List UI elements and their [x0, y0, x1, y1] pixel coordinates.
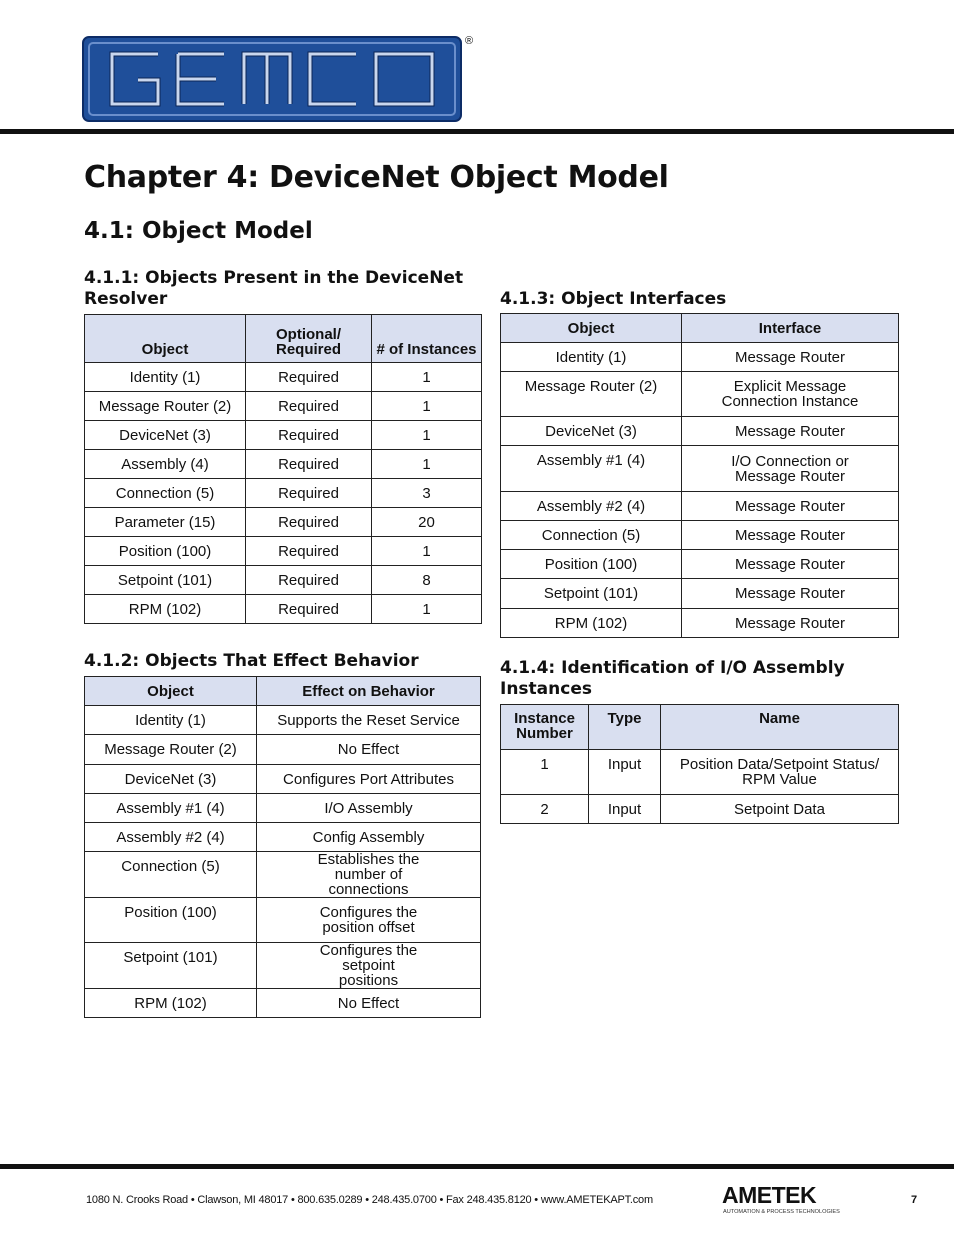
table-cell: Required: [246, 392, 372, 421]
table-cell: 1: [372, 450, 482, 479]
table-cell: Required: [246, 421, 372, 450]
table-cell: Explicit Message Connection Instance: [682, 372, 899, 417]
footer-rule: [0, 1164, 954, 1169]
table-row: [85, 537, 482, 566]
table-cell: 2: [501, 795, 589, 824]
table-row: [85, 852, 481, 898]
table-cell: RPM (102): [85, 989, 257, 1018]
table-row: [85, 595, 482, 624]
objects-present-heading: 4.1.1: Objects Present in the DeviceNet Resolver: [84, 268, 464, 309]
table-cell: Required: [246, 450, 372, 479]
table-cell: Required: [246, 363, 372, 392]
table-cell: Connection (5): [85, 479, 246, 508]
table-cell: Message Router: [682, 550, 899, 579]
table-header: Instance Number: [501, 705, 589, 750]
objects-present-table: [84, 314, 482, 624]
table-row: [85, 989, 481, 1018]
io-assembly-heading: 4.1.4: Identification of I/O Assembly Instances: [500, 658, 845, 699]
table-cell: Message Router: [682, 579, 899, 609]
table-row: [501, 343, 899, 372]
table-cell: Message Router (2): [85, 735, 257, 765]
table-cell: RPM (102): [85, 595, 246, 624]
table-cell: Message Router: [682, 492, 899, 521]
table-cell: Required: [246, 566, 372, 595]
table-row: [501, 417, 899, 446]
table-cell: DeviceNet (3): [85, 421, 246, 450]
table-cell: Message Router: [682, 343, 899, 372]
table-header: Optional/ Required: [246, 315, 372, 363]
ametek-tagline: AUTOMATION & PROCESS TECHNOLOGIES: [723, 1209, 840, 1215]
table-row: [501, 492, 899, 521]
table-row: [85, 794, 481, 823]
table-cell: Configures Port Attributes: [257, 765, 481, 794]
table-header: Object: [85, 315, 246, 363]
table-cell: Identity (1): [501, 343, 682, 372]
table-cell: Connection (5): [85, 852, 257, 898]
table-cell: 1: [501, 750, 589, 795]
table-cell: Assembly #2 (4): [85, 823, 257, 852]
object-interfaces-table: [500, 313, 899, 638]
table-row: [85, 508, 482, 537]
table-cell: Required: [246, 595, 372, 624]
ametek-logo: [720, 1181, 868, 1215]
table-cell: 1: [372, 392, 482, 421]
footer-address: 1080 N. Crooks Road • Clawson, MI 48017 • 800.635.0289 • 248.435.0700 • Fax 248.435.8120 • www.AMETEKAPT.com: [86, 1194, 653, 1206]
table-header: Object: [501, 314, 682, 343]
table-row: [85, 392, 482, 421]
header-rule: [0, 129, 954, 134]
table-row: [85, 765, 481, 794]
ametek-wordmark: AMETEK: [722, 1182, 817, 1208]
table-header: Name: [661, 705, 899, 750]
table-cell: I/O Assembly: [257, 794, 481, 823]
table-row: [501, 750, 899, 795]
table-cell: Setpoint (101): [85, 566, 246, 595]
table-cell: 1: [372, 421, 482, 450]
registered-mark: ®: [465, 35, 474, 47]
objects-behavior-table: [84, 676, 481, 1018]
table-cell: Message Router: [682, 609, 899, 638]
table-cell: Setpoint (101): [501, 579, 682, 609]
object-interfaces-heading: 4.1.3: Object Interfaces: [500, 289, 727, 309]
table-cell: No Effect: [257, 735, 481, 765]
table-cell: DeviceNet (3): [85, 765, 257, 794]
table-cell: Establishes the number of connections: [257, 852, 481, 898]
table-cell: Required: [246, 508, 372, 537]
table-cell: Assembly #1 (4): [501, 446, 682, 492]
table-cell: Required: [246, 537, 372, 566]
table-cell: Assembly #2 (4): [501, 492, 682, 521]
table-row: [85, 479, 482, 508]
table-row: [85, 823, 481, 852]
table-cell: 1: [372, 595, 482, 624]
table-cell: Required: [246, 479, 372, 508]
table-header: Effect on Behavior: [257, 677, 481, 706]
table-cell: Input: [589, 750, 661, 795]
table-cell: Assembly (4): [85, 450, 246, 479]
table-row: [501, 550, 899, 579]
table-header: # of Instances: [372, 315, 482, 363]
table-row: [85, 566, 482, 595]
table-cell: 1: [372, 363, 482, 392]
table-cell: Setpoint Data: [661, 795, 899, 824]
table-cell: 1: [372, 537, 482, 566]
table-row: [85, 943, 481, 989]
table-cell: Message Router (2): [501, 372, 682, 417]
table-cell: Configures the setpoint positions: [257, 943, 481, 989]
table-cell: RPM (102): [501, 609, 682, 638]
table-cell: Parameter (15): [85, 508, 246, 537]
table-cell: 8: [372, 566, 482, 595]
table-row: [501, 372, 899, 417]
objects-behavior-heading: 4.1.2: Objects That Effect Behavior: [84, 651, 419, 671]
table-cell: No Effect: [257, 989, 481, 1018]
table-header: Type: [589, 705, 661, 750]
table-header: Interface: [682, 314, 899, 343]
table-cell: Message Router: [682, 417, 899, 446]
section-title: 4.1: Object Model: [84, 218, 313, 244]
table-cell: Identity (1): [85, 363, 246, 392]
table-row: [501, 609, 899, 638]
table-cell: I/O Connection or Message Router: [682, 446, 899, 492]
table-row: [501, 795, 899, 824]
table-cell: Position Data/Setpoint Status/ RPM Value: [661, 750, 899, 795]
table-cell: Supports the Reset Service: [257, 706, 481, 735]
table-cell: 3: [372, 479, 482, 508]
table-row: [85, 898, 481, 943]
table-cell: Identity (1): [85, 706, 257, 735]
table-cell: Message Router: [682, 521, 899, 550]
gemco-logo: [82, 34, 477, 124]
table-cell: Connection (5): [501, 521, 682, 550]
table-cell: Input: [589, 795, 661, 824]
table-cell: Position (100): [501, 550, 682, 579]
page-number: 7: [911, 1194, 918, 1206]
table-cell: Position (100): [85, 537, 246, 566]
table-row: [501, 521, 899, 550]
table-cell: Message Router (2): [85, 392, 246, 421]
table-row: [85, 706, 481, 735]
table-cell: Setpoint (101): [85, 943, 257, 989]
table-row: [501, 446, 899, 492]
table-cell: DeviceNet (3): [501, 417, 682, 446]
table-row: [85, 421, 482, 450]
table-row: [85, 363, 482, 392]
table-cell: Position (100): [85, 898, 257, 943]
table-row: [85, 450, 482, 479]
table-header: Object: [85, 677, 257, 706]
table-cell: Configures the position offset: [257, 898, 481, 943]
chapter-title: Chapter 4: DeviceNet Object Model: [84, 160, 669, 195]
table-cell: Assembly #1 (4): [85, 794, 257, 823]
table-row: [85, 735, 481, 765]
io-assembly-table: [500, 704, 899, 824]
table-cell: Config Assembly: [257, 823, 481, 852]
table-cell: 20: [372, 508, 482, 537]
table-row: [501, 579, 899, 609]
